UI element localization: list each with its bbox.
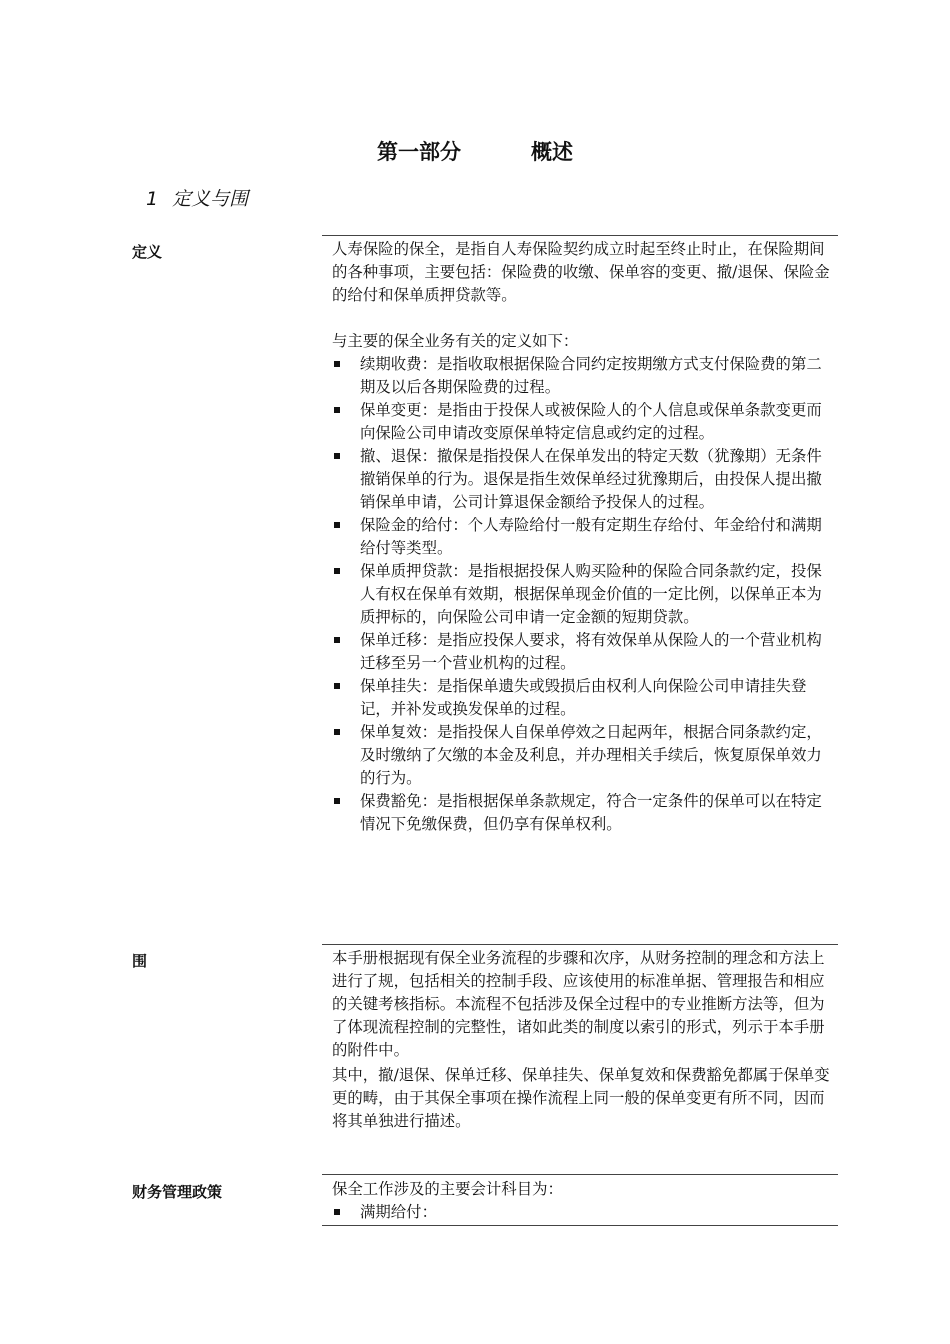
list-item: 保单复效：是指投保人自保单停效之日起两年，根据合同条款约定，及时缴纳了欠缴的本金及利息，并办理相关手续后，恢复原保单效力的行为。: [332, 721, 832, 790]
list-item: 保单迁移：是指应投保人要求，将有效保单从保险人的一个营业机构迁移至另一个营业机构的过程。: [332, 629, 832, 675]
section-heading: [146, 184, 248, 211]
list-item: 续期收费：是指收取根据保险合同约定按期缴方式支付保险费的第二期及以后各期保险费的过程。: [332, 353, 832, 399]
bullet-icon: [334, 568, 340, 574]
definition-label: 定义: [132, 243, 163, 261]
policy-list: [332, 1201, 832, 1224]
bullet-icon: [334, 407, 340, 413]
definition-rule: [322, 235, 838, 236]
list-item: 撤、退保：撤保是指投保人在保单发出的特定天数（犹豫期）无条件撤销保单的行为。退保是指生效保单经过犹豫期后，由投保人提出撤销保单申请，公司计算退保金额给予投保人的过程。: [332, 445, 832, 514]
section-title: 定义与围: [172, 188, 249, 210]
policy-intro: 保全工作涉及的主要会计科目为：: [332, 1180, 563, 1198]
bullet-icon: [334, 1209, 340, 1215]
list-item: 保单质押贷款：是指根据投保人购买险种的保险合同条款约定，投保人有权在保单有效期，根据保单现金价值的一定比例，以保单正本为质押标的，向保险公司申请一定金额的短期贷款。: [332, 560, 832, 629]
bullet-icon: [334, 522, 340, 528]
scope-label: 围: [132, 952, 148, 970]
list-item: 保单挂失：是指保单遗失或毁损后由权利人向保险公司申请挂失登记，并补发或换发保单的过程。: [332, 675, 832, 721]
bullet-icon: [334, 453, 340, 459]
scope-para-2: 其中，撤/退保、保单迁移、保单挂失、保单复效和保费豁免都属于保单变更的畴，由于其保全事项在操作流程上同一般的保单变更有所不同，因而将其单独进行描述。: [332, 1066, 830, 1130]
policy-rule-top: [322, 1174, 838, 1175]
title-name: 概述: [531, 140, 573, 164]
definition-list-intro: 与主要的保全业务有关的定义如下：: [332, 332, 579, 350]
bullet-icon: [334, 798, 340, 804]
policy-block: [332, 1178, 832, 1224]
scope-para-1: 本手册根据现有保全业务流程的步骤和次序，从财务控制的理念和方法上进行了规，包括相关的控制手段、应该使用的标准单据、管理报告和相应的关键考核指标。本流程不包括涉及保全过程中的专业推断方法等，但为了体现流程控制的完整性，诸如此类的制度以索引的形式，列示于本手册的附件中。: [332, 949, 825, 1059]
policy-rule-bottom: [322, 1225, 838, 1226]
definition-intro: 人寿保险的保全，是指自人寿保险契约成立时起至终止时止，在保险期间的各种事项，主要包括：保险费的收缴、保单容的变更、撤/退保、保险金的给付和保单质押贷款等。: [332, 240, 830, 304]
bullet-icon: [334, 361, 340, 367]
list-item: 满期给付：: [332, 1201, 832, 1224]
bullet-icon: [334, 683, 340, 689]
policy-label: 财务管理政策: [132, 1183, 223, 1201]
definition-block: [332, 238, 832, 836]
title-part: 第一部分: [377, 140, 461, 164]
list-item: 保费豁免：是指根据保单条款规定，符合一定条件的保单可以在特定情况下免缴保费，但仍享有保单权利。: [332, 790, 832, 836]
page-title: [0, 136, 950, 166]
section-number: 1: [146, 188, 159, 210]
bullet-icon: [334, 637, 340, 643]
list-item: 保险金的给付：个人寿险给付一般有定期生存给付、年金给付和满期给付等类型。: [332, 514, 832, 560]
bullet-icon: [334, 729, 340, 735]
scope-block: [332, 947, 832, 1133]
list-item: 保单变更：是指由于投保人或被保险人的个人信息或保单条款变更而向保险公司申请改变原保单特定信息或约定的过程。: [332, 399, 832, 445]
scope-rule: [322, 944, 838, 945]
definition-list: [332, 353, 832, 836]
